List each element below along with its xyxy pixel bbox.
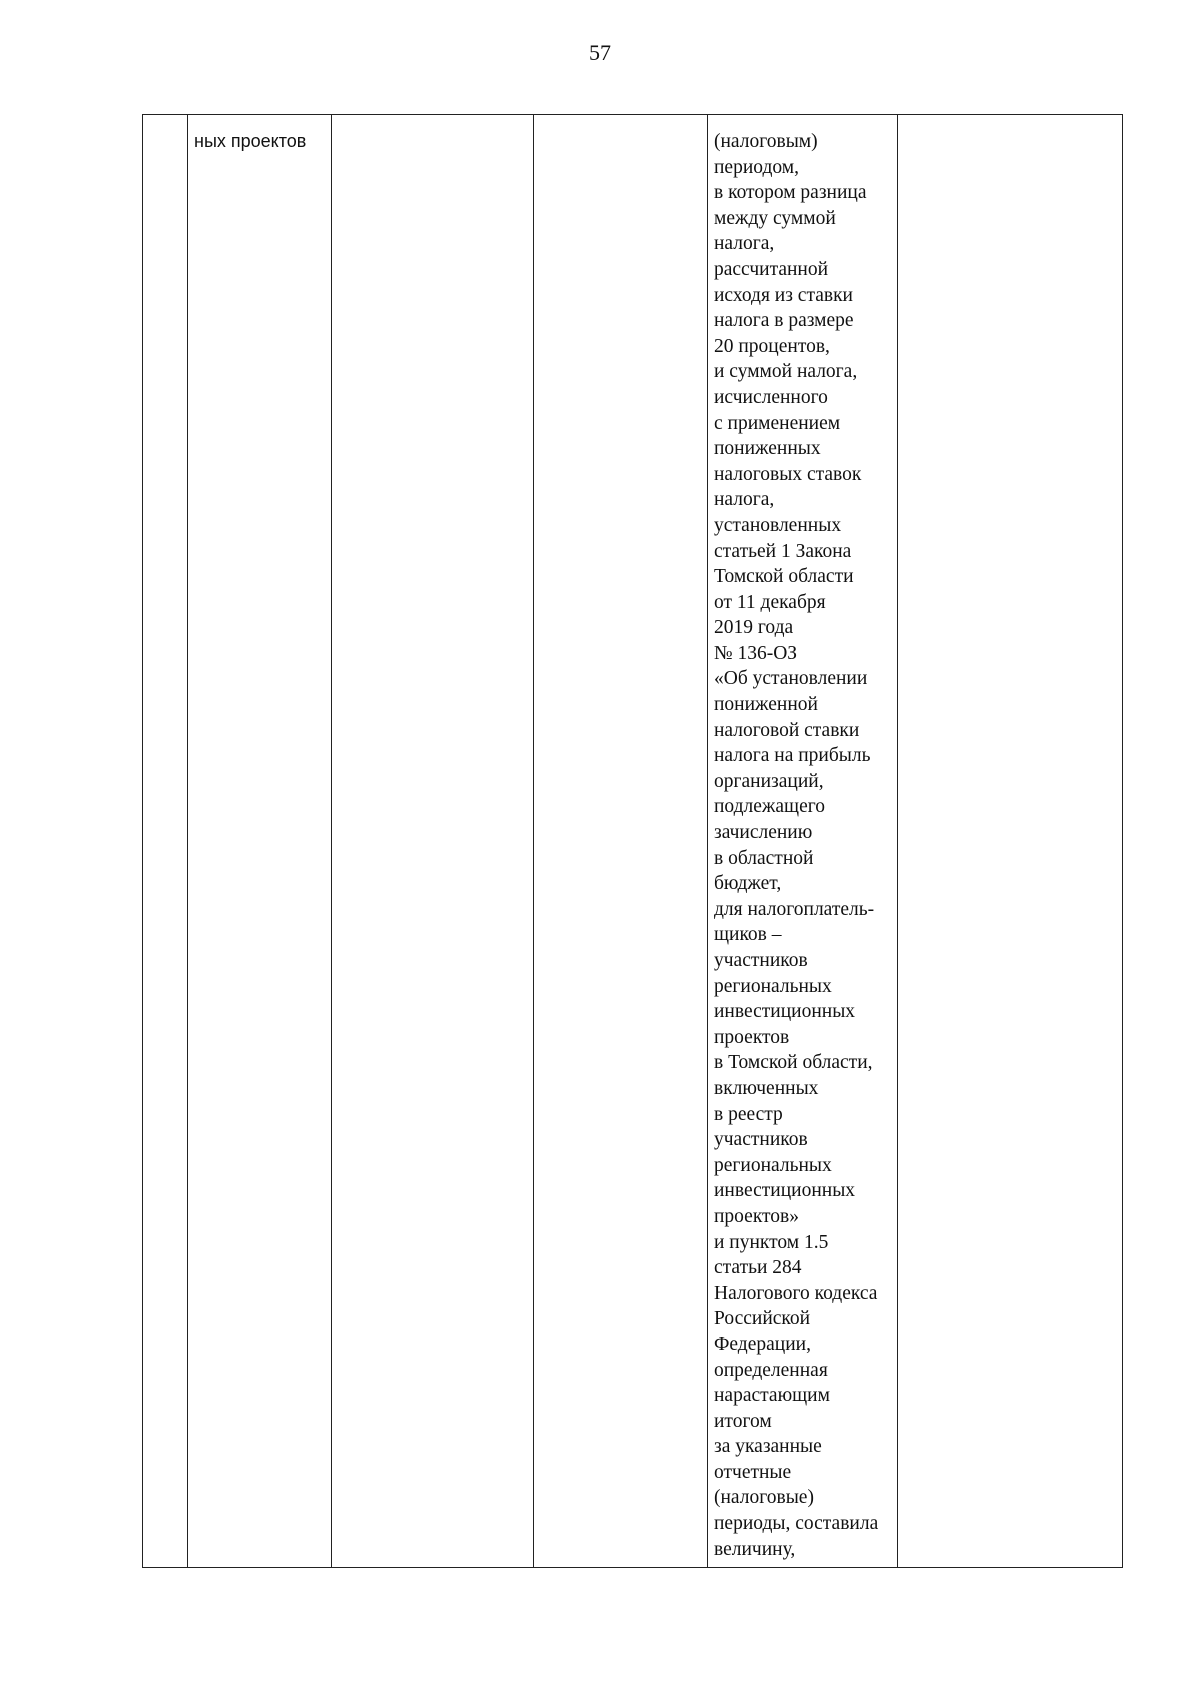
table-cell-criteria — [708, 115, 898, 1568]
document-table — [142, 114, 1123, 1568]
table-cell-indicator-name — [188, 115, 332, 1568]
table-cell-number — [143, 115, 188, 1568]
table-cell-column-4 — [534, 115, 708, 1568]
table-row — [143, 115, 1123, 1568]
table-cell-column-3 — [332, 115, 534, 1568]
page-number: 57 — [589, 40, 611, 65]
table-cell-column-6 — [898, 115, 1123, 1568]
cell-indicator-name-text: ных проектов — [194, 131, 307, 151]
cell-criteria-text: (налоговым) периодом, в котором разница между суммой налога, рассчитанной исходя из ставки налога в размере 20 процентов, и суммой налога, исчисленного с применением пониженных налоговых ставок налога, установленных статьей 1 Закона Томской области от 11 декабря 2019 года № 136-ОЗ «Об установлении пониженной налоговой ставки налога на прибыль организаций, подлежащего зачислению в областной бюджет, для налогоплатель- щиков – участников региональных инвестиционных проектов в Томской области, включенных в реестр участников региональных инвестиционных проектов» и пунктом 1.5 статьи 284 Налогового кодекса Российской Федерации, определенная нарастающим итогом за указанные отчетные (налоговые) периоды, составила величину, — [714, 131, 879, 1560]
